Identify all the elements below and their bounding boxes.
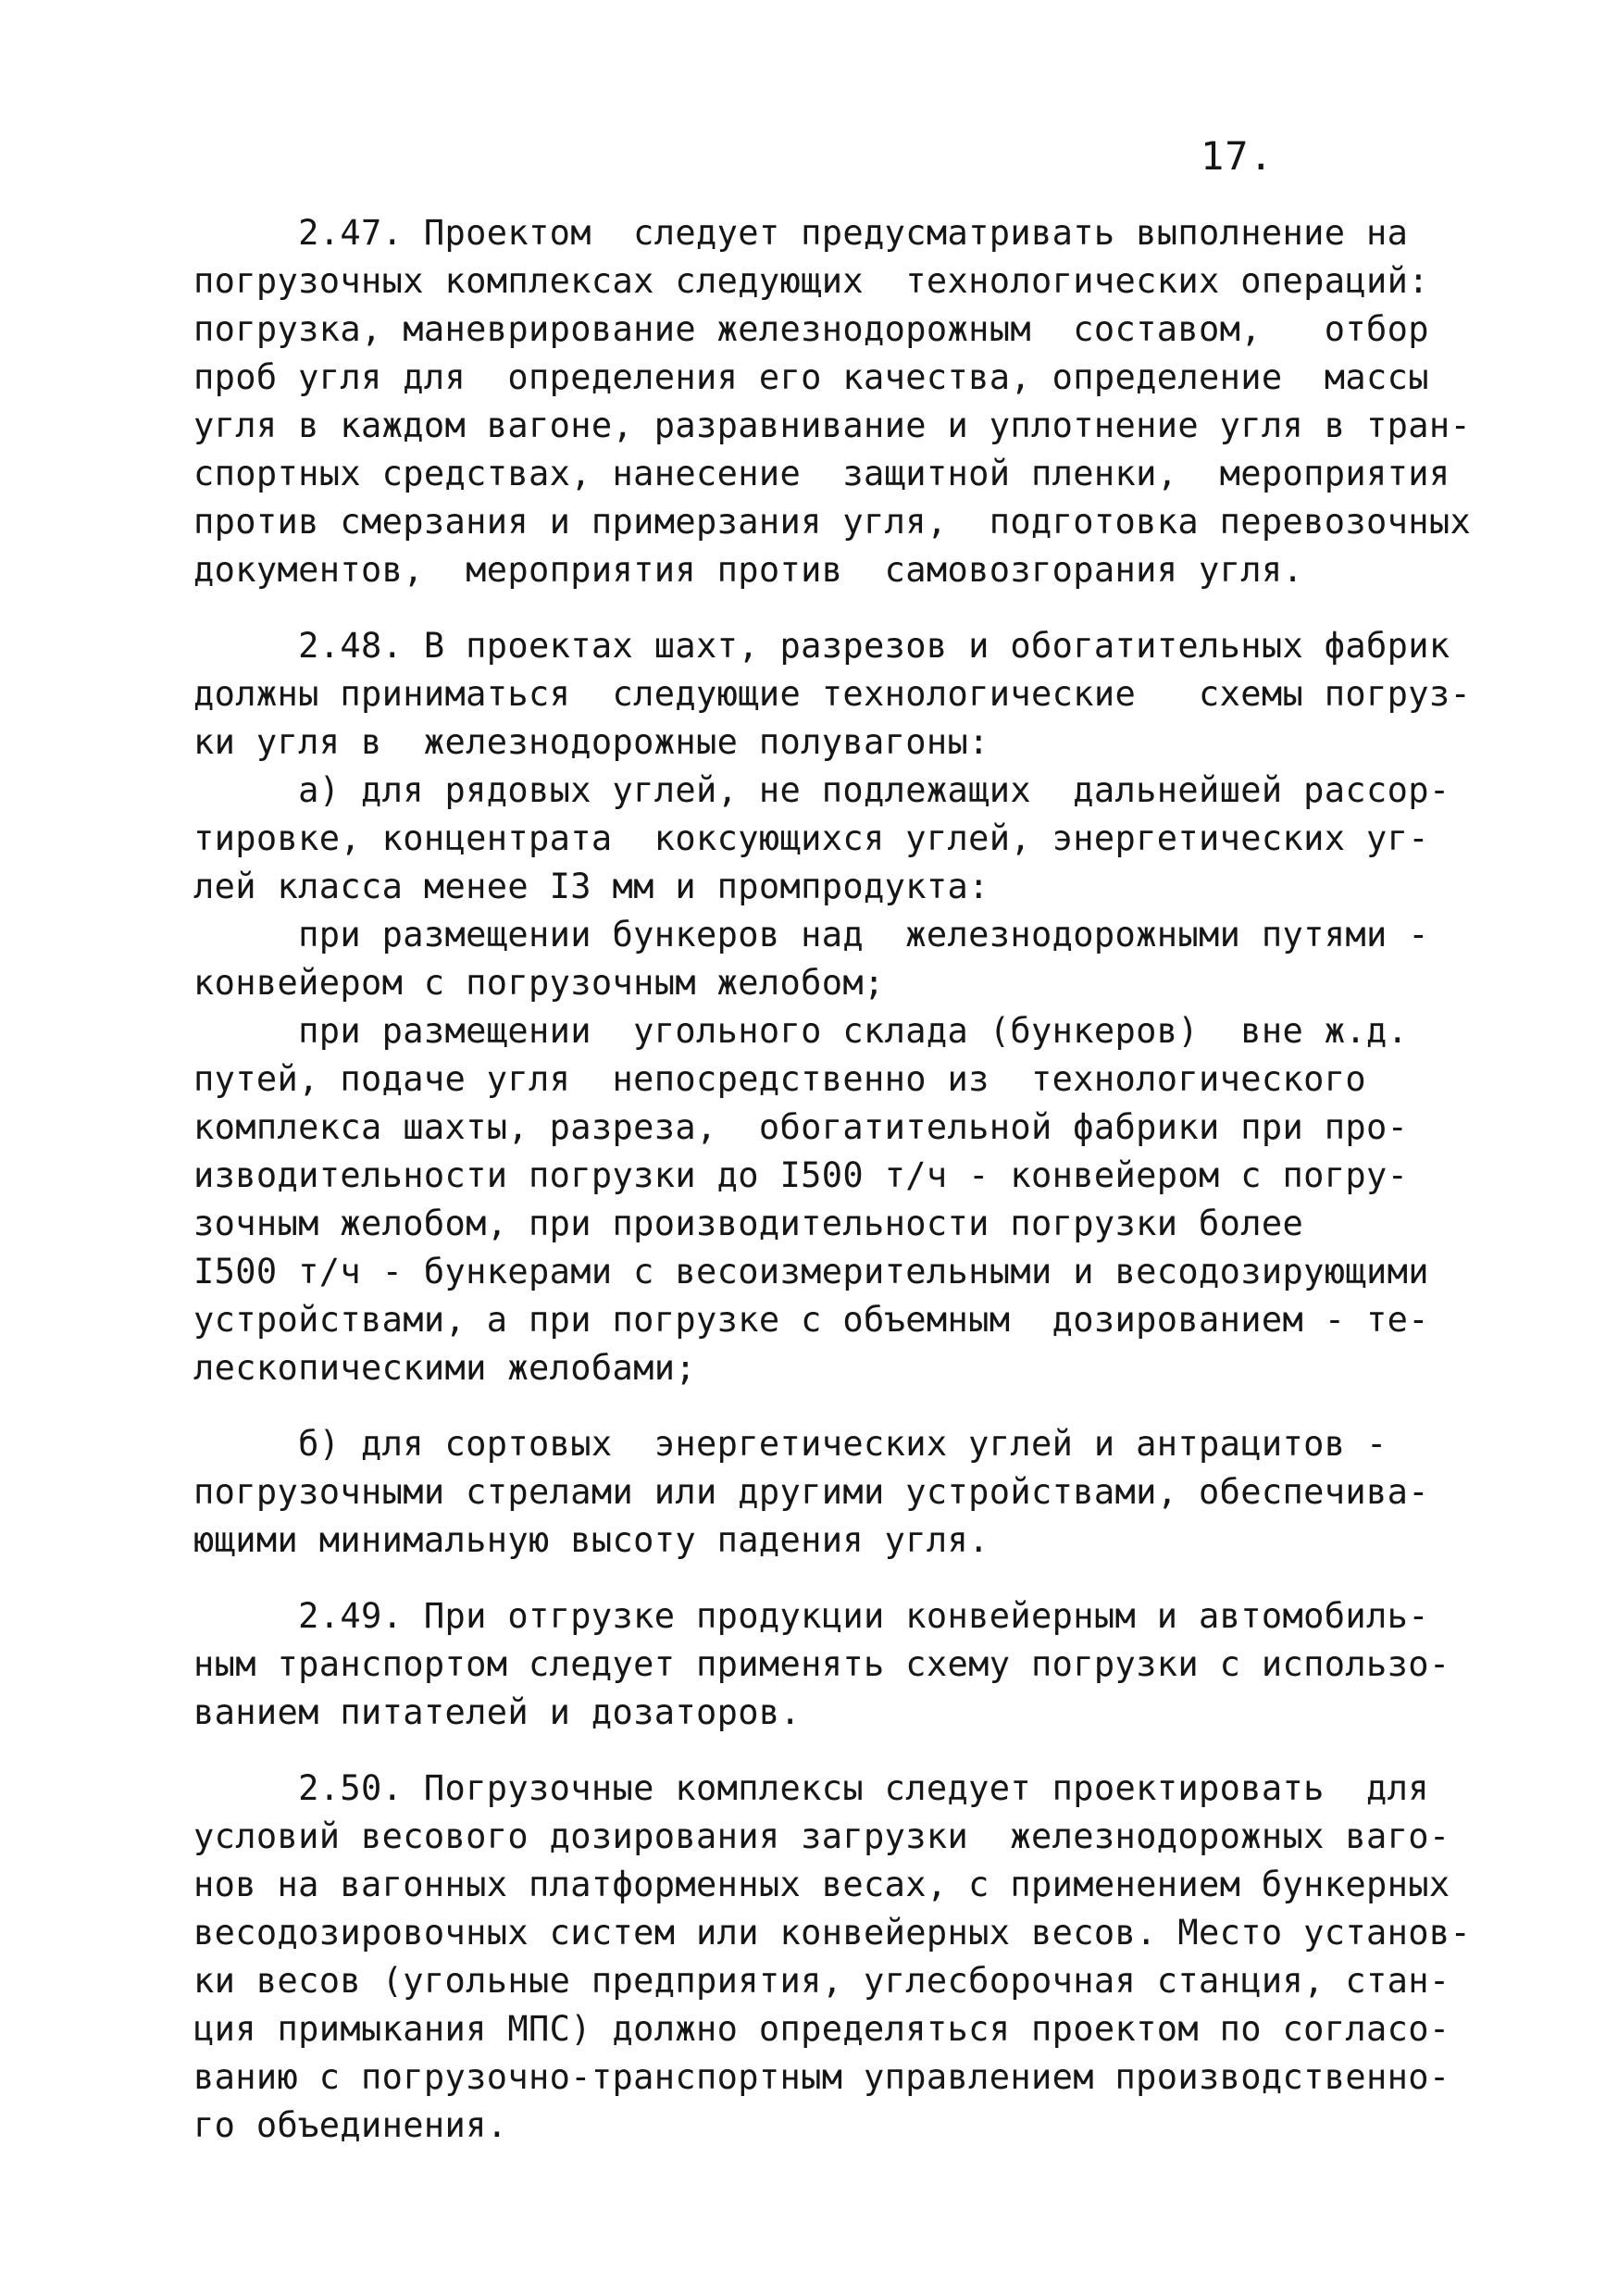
text-line: при размещении угольного склада (бункеров) вне ж.д. xyxy=(193,1011,1409,1051)
text-line: должны приниматься следующие технологические схемы погруз- xyxy=(193,674,1472,714)
text-line: тировке, концентрата коксующихся углей, энергетических уг- xyxy=(193,818,1429,858)
paragraph-2-49 xyxy=(193,1592,1480,1737)
text-line: 2.49. При отгрузке продукции конвейерным и автомобиль- xyxy=(193,1596,1429,1636)
text-line: ющими минимальную высоту падения угля. xyxy=(193,1520,989,1560)
text-line: го объединения. xyxy=(193,2105,508,2145)
paragraph-gap xyxy=(193,1565,1480,1592)
text-line: конвейером с погрузочным желобом; xyxy=(193,963,885,1003)
paragraph-2-47 xyxy=(193,209,1480,594)
text-line: весодозировочных систем или конвейерных весов. Место установ- xyxy=(193,1913,1472,1953)
text-line: нов на вагонных платформенных весах, с применением бункерных xyxy=(193,1865,1450,1904)
text-line: 2.47. Проектом следует предусматривать выполнение на xyxy=(193,213,1409,253)
text-line: лей класса менее I3 мм и промпродукта: xyxy=(193,867,989,906)
text-line: документов, мероприятия против самовозгорания угля. xyxy=(193,550,1304,590)
text-line: зочным желобом, при производительности погрузки более xyxy=(193,1204,1304,1243)
text-line: путей, подаче угля непосредственно из технологического xyxy=(193,1059,1367,1099)
text-line: устройствами, а при погрузке с объемным дозированием - те- xyxy=(193,1300,1429,1340)
text-line: ванием питателей и дозаторов. xyxy=(193,1692,802,1732)
text-line: лескопическими желобами; xyxy=(193,1348,697,1388)
paragraph-2-48-b xyxy=(193,1420,1480,1565)
text-line: ция примыкания МПС) должно определяться проектом по согласо- xyxy=(193,2009,1450,2049)
text-line: комплекса шахты, разреза, обогатительной фабрики при про- xyxy=(193,1107,1409,1147)
text-line: ки весов (угольные предприятия, углесборочная станция, стан- xyxy=(193,1961,1450,2001)
paragraph-gap xyxy=(193,1392,1480,1420)
text-line: б) для сортовых энергетических углей и антрацитов - xyxy=(193,1424,1388,1464)
text-line: 2.50. Погрузочные комплексы следует проектировать для xyxy=(193,1768,1429,1808)
text-line: ным транспортом следует применять схему погрузки с использо- xyxy=(193,1644,1450,1684)
text-line: спортных средствах, нанесение защитной пленки, мероприятия xyxy=(193,454,1450,493)
text-line: ванию с погрузочно-транспортным управлением производственно- xyxy=(193,2057,1450,2097)
paragraph-2-50 xyxy=(193,1765,1480,2150)
page-number: 17. xyxy=(1201,133,1274,179)
text-line: погрузочных комплексах следующих технологических операций: xyxy=(193,261,1429,301)
paragraph-gap xyxy=(193,594,1480,622)
text-line: I500 т/ч - бункерами с весоизмерительными и весодозирующими xyxy=(193,1252,1429,1292)
text-line: условий весового дозирования загрузки железнодорожных ваго- xyxy=(193,1816,1450,1856)
paragraph-gap xyxy=(193,1737,1480,1765)
text-line: погрузочными стрелами или другими устройствами, обеспечива- xyxy=(193,1472,1429,1512)
text-line: против смерзания и примерзания угля, подготовка перевозочных xyxy=(193,502,1472,542)
document-body xyxy=(193,209,1480,2150)
text-line: погрузка, маневрирование железнодорожным составом, отбор xyxy=(193,309,1429,349)
text-line: проб угля для определения его качества, определение массы xyxy=(193,357,1429,397)
text-line: ки угля в железнодорожные полувагоны: xyxy=(193,722,989,762)
paragraph-2-48 xyxy=(193,622,1480,1392)
text-line: изводительности погрузки до I500 т/ч - конвейером с погру- xyxy=(193,1155,1409,1195)
text-line: при размещении бункеров над железнодорожными путями - xyxy=(193,915,1429,955)
text-line: угля в каждом вагоне, разравнивание и уплотнение угля в тран- xyxy=(193,406,1472,445)
text-line: 2.48. В проектах шахт, разрезов и обогатительных фабрик xyxy=(193,626,1450,666)
text-line: а) для рядовых углей, не подлежащих дальнейшей рассор- xyxy=(193,770,1450,810)
